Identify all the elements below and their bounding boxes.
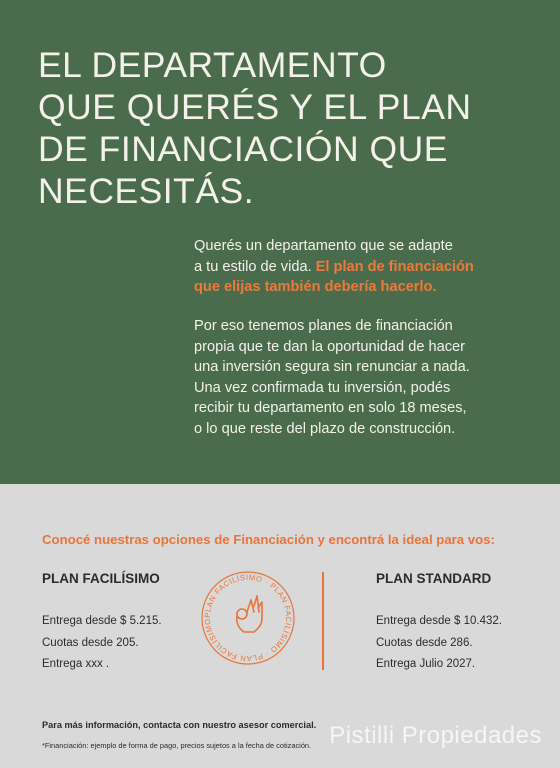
- ok-hand-icon: [237, 596, 262, 632]
- plan-facilisimo-line: Entrega desde $ 5.215.: [42, 615, 162, 627]
- plan-facilisimo-line: Cuotas desde 205.: [42, 637, 139, 649]
- plan-facilisimo-title: PLAN FACILÍSIMO: [42, 571, 160, 586]
- headline-line: EL DEPARTAMENTO: [38, 45, 387, 85]
- body-line: Por eso tenemos planes de financiación: [194, 318, 453, 334]
- seal-ring-text: PLAN FACILÍSIMO · PLAN FACILÍSIMO · PLAN FACILÍSIMO: [202, 572, 294, 664]
- plan-facilisimo-seal: [196, 566, 300, 670]
- plan-standard-line: Entrega Julio 2027.: [376, 658, 476, 670]
- intro-highlight: que elijas también debería hacerlo.: [194, 279, 437, 295]
- intro-line: [194, 257, 534, 278]
- plan-standard-line: Cuotas desde 286.: [376, 637, 473, 649]
- body-line: una inversión segura sin renunciar a nada.: [194, 359, 470, 375]
- disclaimer: *Financiación: ejemplo de forma de pago, precios sujetos a la fecha de cotización.: [42, 741, 312, 750]
- body-line: recibir tu departamento en solo 18 meses,: [194, 400, 467, 416]
- intro-paragraph: [194, 236, 534, 298]
- body-paragraph: [194, 316, 534, 439]
- intro-line: Querés un departamento que se adapte: [194, 238, 453, 254]
- plan-standard-title: PLAN STANDARD: [376, 571, 492, 586]
- intro-highlight: El plan de financiación: [315, 258, 474, 275]
- body-line: o lo que reste del plazo de construcción.: [194, 420, 456, 437]
- plans-divider: [322, 572, 324, 670]
- body-line: Una vez confirmada tu inversión, podés: [194, 379, 451, 396]
- plan-facilisimo-line: Entrega xxx .: [42, 658, 110, 670]
- contact-note: Para más información, contacta con nuestro asesor comercial.: [42, 720, 317, 730]
- headline-line: DE FINANCIACIÓN QUE: [38, 129, 448, 169]
- headline-line: NECESITÁS.: [38, 171, 255, 211]
- headline: [38, 44, 518, 212]
- plan-standard-line: Entrega desde $ 10.432.: [376, 615, 502, 627]
- headline-line: QUE QUERÉS Y EL PLAN: [38, 87, 472, 127]
- body-line: propia que te dan la oportunidad de hacer: [194, 338, 466, 355]
- watermark: Pistilli Propiedades: [329, 722, 542, 749]
- intro-text: a tu estilo de vida.: [194, 258, 312, 275]
- cta-heading: Conocé nuestras opciones de Financiación y encontrá la ideal para vos:: [42, 532, 495, 547]
